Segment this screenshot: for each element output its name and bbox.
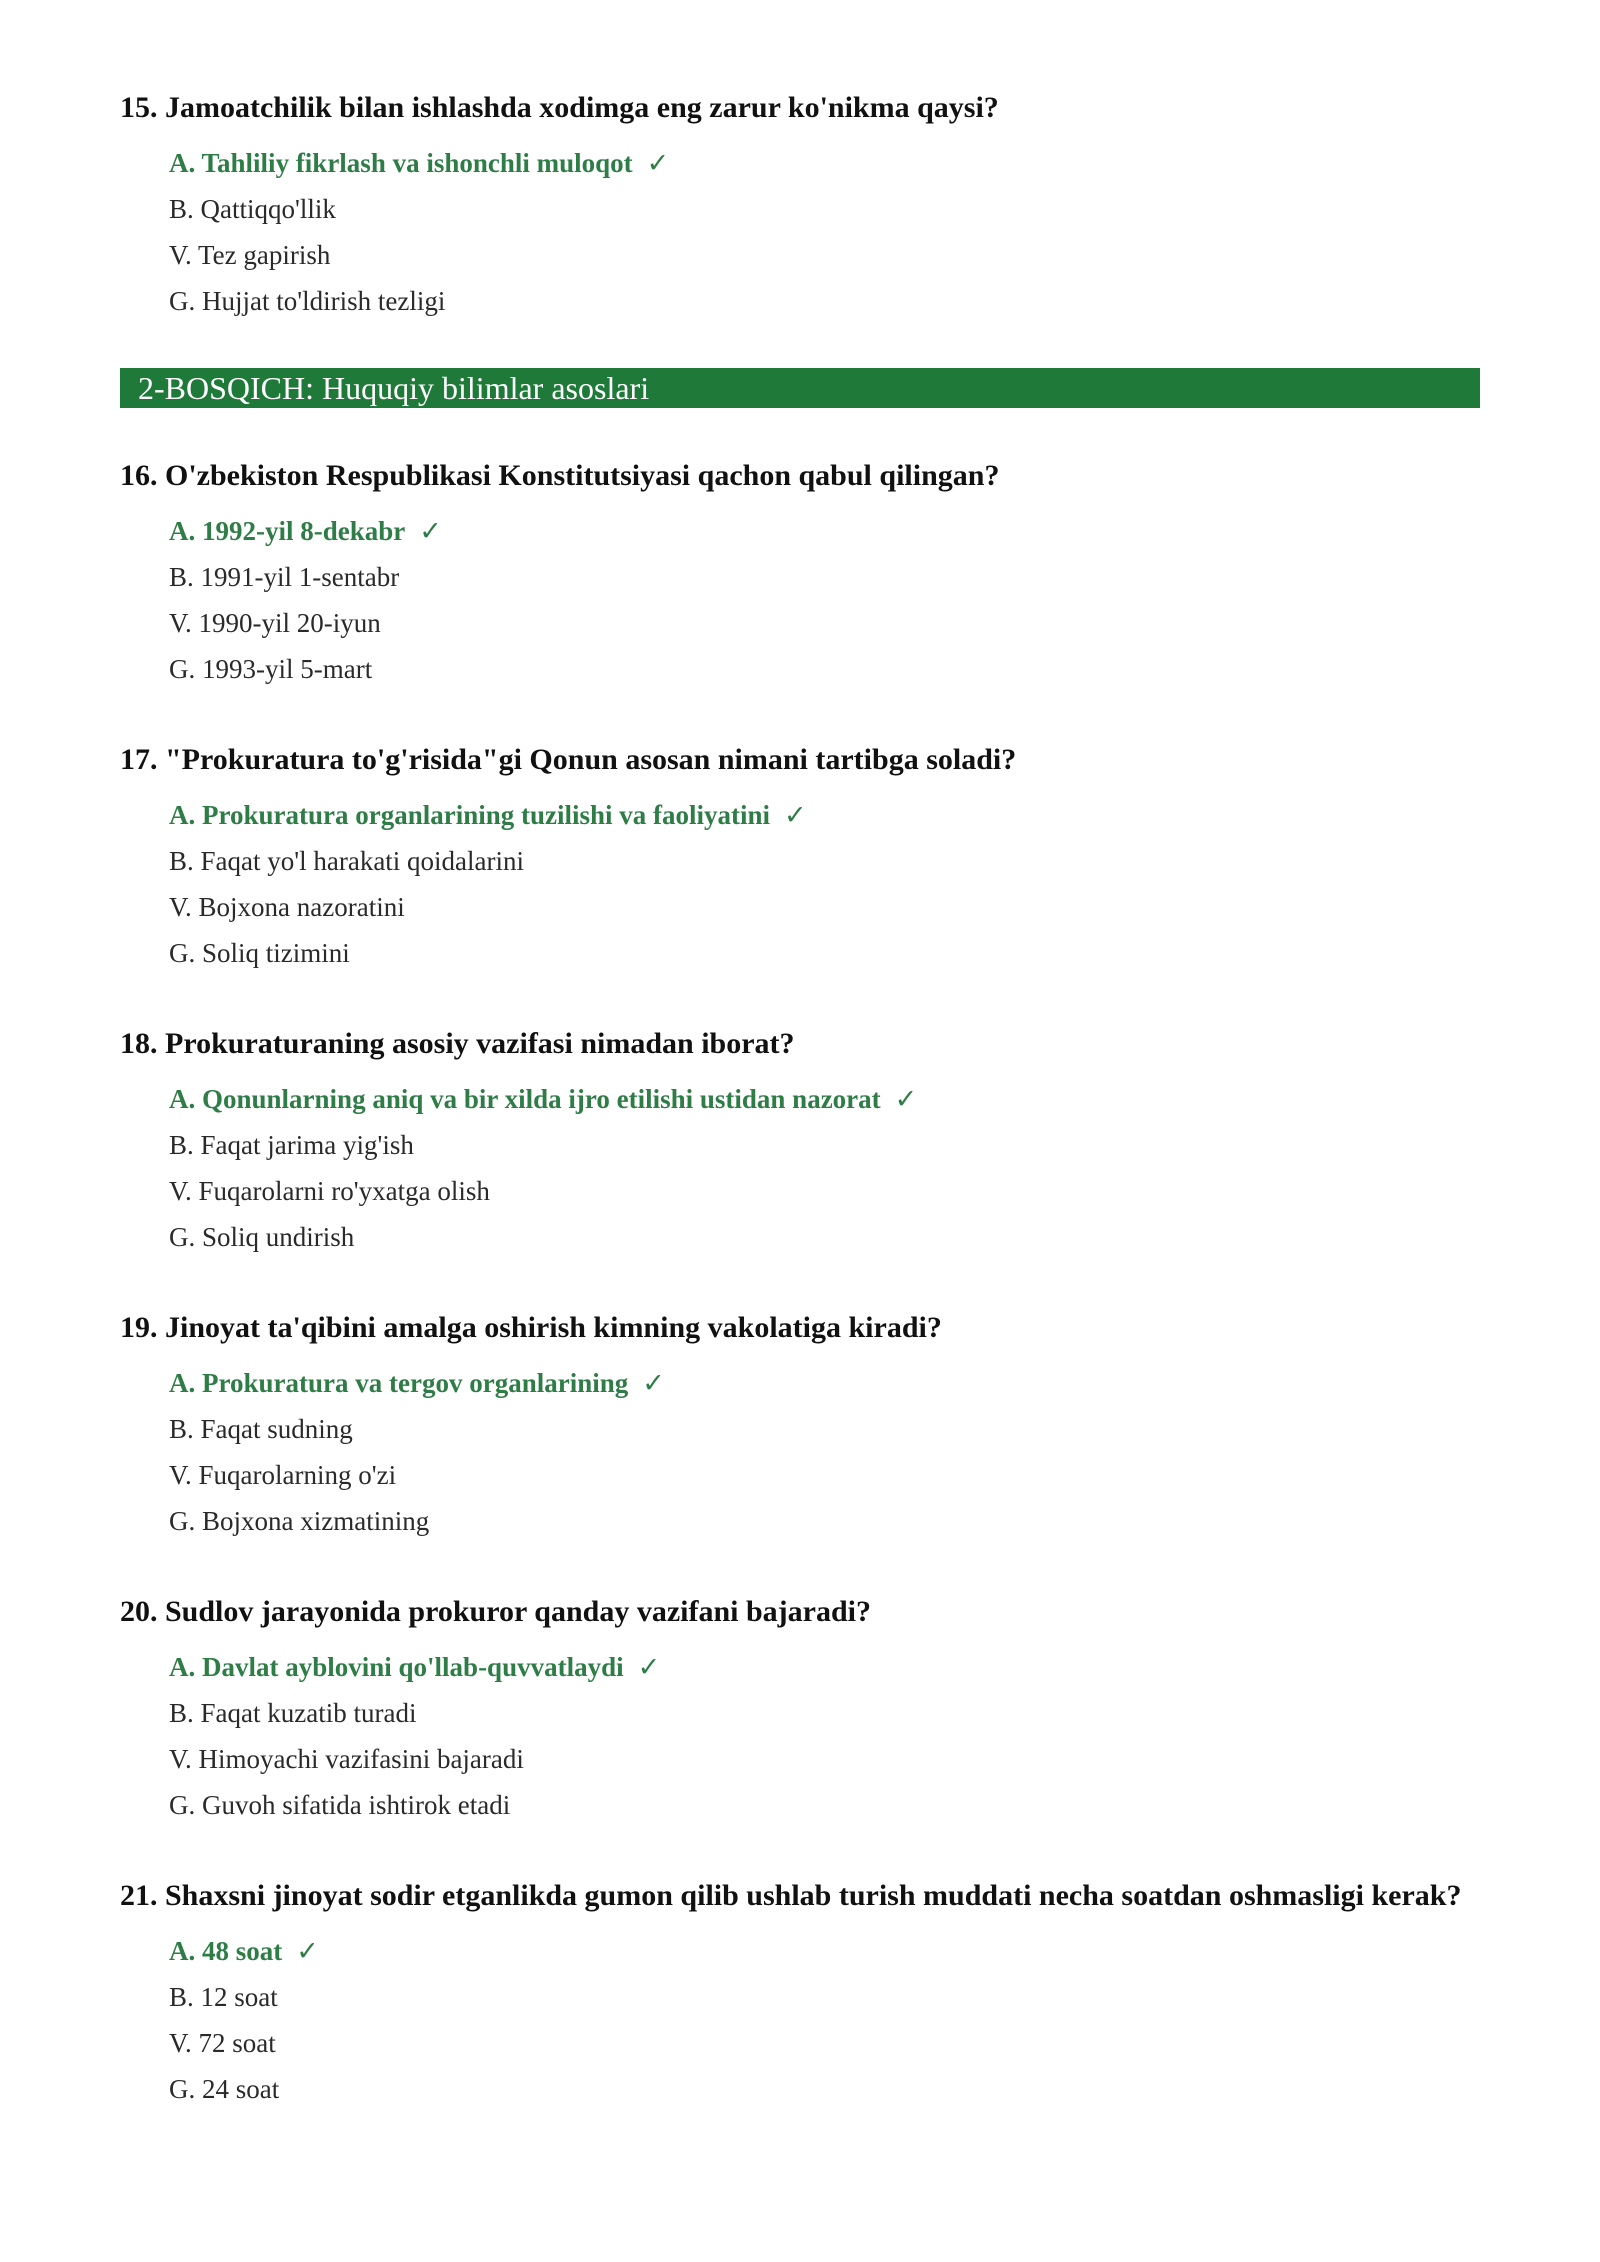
- answer-option: [169, 232, 1480, 278]
- answer-option: [169, 1452, 1480, 1498]
- answer-option: [169, 2066, 1480, 2112]
- option-label: A. Tahliliy fikrlash va ishonchli muloqot: [169, 148, 633, 178]
- questions-after-section: [120, 458, 1480, 2112]
- answer-option: [169, 884, 1480, 930]
- option-label: G. Hujjat to'ldirish tezligi: [169, 286, 446, 316]
- option-label: A. Qonunlarning aniq va bir xilda ijro etilishi ustidan nazorat: [169, 1084, 881, 1114]
- question-text: 17. "Prokuratura to'g'risida"gi Qonun asosan nimani tartibga soladi?: [120, 743, 1017, 776]
- option-label: B. Faqat sudning: [169, 1414, 353, 1444]
- option-label: A. Prokuratura va tergov organlarining: [169, 1368, 629, 1398]
- options-list: [120, 1076, 1480, 1260]
- option-label: V. Fuqarolarning o'zi: [169, 1460, 397, 1490]
- option-label: V. Tez gapirish: [169, 240, 331, 270]
- answer-option: [169, 600, 1480, 646]
- answer-option: [169, 1690, 1480, 1736]
- check-icon: ✓: [642, 1368, 665, 1398]
- option-label: G. Bojxona xizmatining: [169, 1506, 430, 1536]
- check-icon: ✓: [894, 1084, 918, 1114]
- answer-option: [169, 646, 1480, 692]
- option-label: A. Davlat ayblovini qo'llab-quvvatlaydi: [169, 1652, 624, 1682]
- check-icon: ✓: [646, 148, 670, 178]
- answer-option: [169, 186, 1480, 232]
- options-list: [120, 1928, 1480, 2112]
- question-text: 20. Sudlov jarayonida prokuror qanday vazifani bajaradi?: [120, 1595, 871, 1628]
- question-block: [120, 742, 1480, 976]
- option-label: B. Faqat jarima yig'ish: [169, 1130, 414, 1160]
- correct-option: [169, 1360, 1480, 1406]
- question-text: 19. Jinoyat ta'qibini amalga oshirish kimning vakolatiga kiradi?: [120, 1311, 942, 1344]
- option-label: B. Faqat kuzatib turadi: [169, 1698, 417, 1728]
- answer-option: [169, 1498, 1480, 1544]
- options-list: [120, 1644, 1480, 1828]
- check-icon: ✓: [296, 1936, 319, 1966]
- option-label: V. 1990-yil 20-iyun: [169, 608, 381, 638]
- answer-option: [169, 1974, 1480, 2020]
- correct-option: [169, 508, 1480, 554]
- correct-option: [169, 140, 1480, 186]
- answer-option: [169, 1406, 1480, 1452]
- answer-option: [169, 1782, 1480, 1828]
- answer-option: [169, 838, 1480, 884]
- option-label: G. Guvoh sifatida ishtirok etadi: [169, 1790, 511, 1820]
- answer-option: [169, 1214, 1480, 1260]
- section-header: 2-BOSQICH: Huquqiy bilimlar asoslari: [120, 368, 1480, 408]
- answer-option: [169, 930, 1480, 976]
- option-label: A. 48 soat: [169, 1936, 283, 1966]
- question-text: 18. Prokuraturaning asosiy vazifasi nimadan iborat?: [120, 1027, 795, 1060]
- options-list: [120, 1360, 1480, 1544]
- check-icon: ✓: [419, 516, 442, 546]
- correct-option: [169, 1644, 1480, 1690]
- option-label: V. Himoyachi vazifasini bajaradi: [169, 1744, 524, 1774]
- option-label: A. Prokuratura organlarining tuzilishi va faoliyatini: [169, 800, 771, 830]
- options-list: [120, 140, 1480, 324]
- option-label: G. 1993-yil 5-mart: [169, 654, 373, 684]
- option-label: V. Bojxona nazoratini: [169, 892, 405, 922]
- question-block: [120, 1310, 1480, 1544]
- options-list: [120, 792, 1480, 976]
- question-block: [120, 1594, 1480, 1828]
- option-label: V. Fuqarolarni ro'yxatga olish: [169, 1176, 490, 1206]
- check-icon: ✓: [784, 800, 807, 830]
- answer-option: [169, 1122, 1480, 1168]
- option-label: B. Faqat yo'l harakati qoidalarini: [169, 846, 525, 876]
- answer-option: [169, 1736, 1480, 1782]
- question-text: 21. Shaxsni jinoyat sodir etganlikda gumon qilib ushlab turish muddati necha soatdan oshmasligi kerak?: [120, 1879, 1462, 1912]
- options-list: [120, 508, 1480, 692]
- quiz-page: [120, 90, 1480, 2162]
- option-label: B. 1991-yil 1-sentabr: [169, 562, 400, 592]
- correct-option: [169, 792, 1480, 838]
- answer-option: [169, 278, 1480, 324]
- question-block: [120, 90, 1480, 324]
- option-label: G. Soliq undirish: [169, 1222, 355, 1252]
- questions-before-section: [120, 90, 1480, 324]
- question-block: [120, 1878, 1480, 2112]
- question-block: [120, 458, 1480, 692]
- option-label: B. Qattiqqo'llik: [169, 194, 336, 224]
- correct-option: [169, 1076, 1480, 1122]
- answer-option: [169, 554, 1480, 600]
- correct-option: [169, 1928, 1480, 1974]
- option-label: A. 1992-yil 8-dekabr: [169, 516, 406, 546]
- answer-option: [169, 2020, 1480, 2066]
- question-text: 15. Jamoatchilik bilan ishlashda xodimga eng zarur ko'nikma qaysi?: [120, 91, 999, 124]
- answer-option: [169, 1168, 1480, 1214]
- question-block: [120, 1026, 1480, 1260]
- option-label: V. 72 soat: [169, 2028, 276, 2058]
- option-label: B. 12 soat: [169, 1982, 278, 2012]
- option-label: G. 24 soat: [169, 2074, 280, 2104]
- question-text: 16. O'zbekiston Respublikasi Konstitutsiyasi qachon qabul qilingan?: [120, 459, 1000, 492]
- check-icon: ✓: [637, 1652, 661, 1682]
- option-label: G. Soliq tizimini: [169, 938, 350, 968]
